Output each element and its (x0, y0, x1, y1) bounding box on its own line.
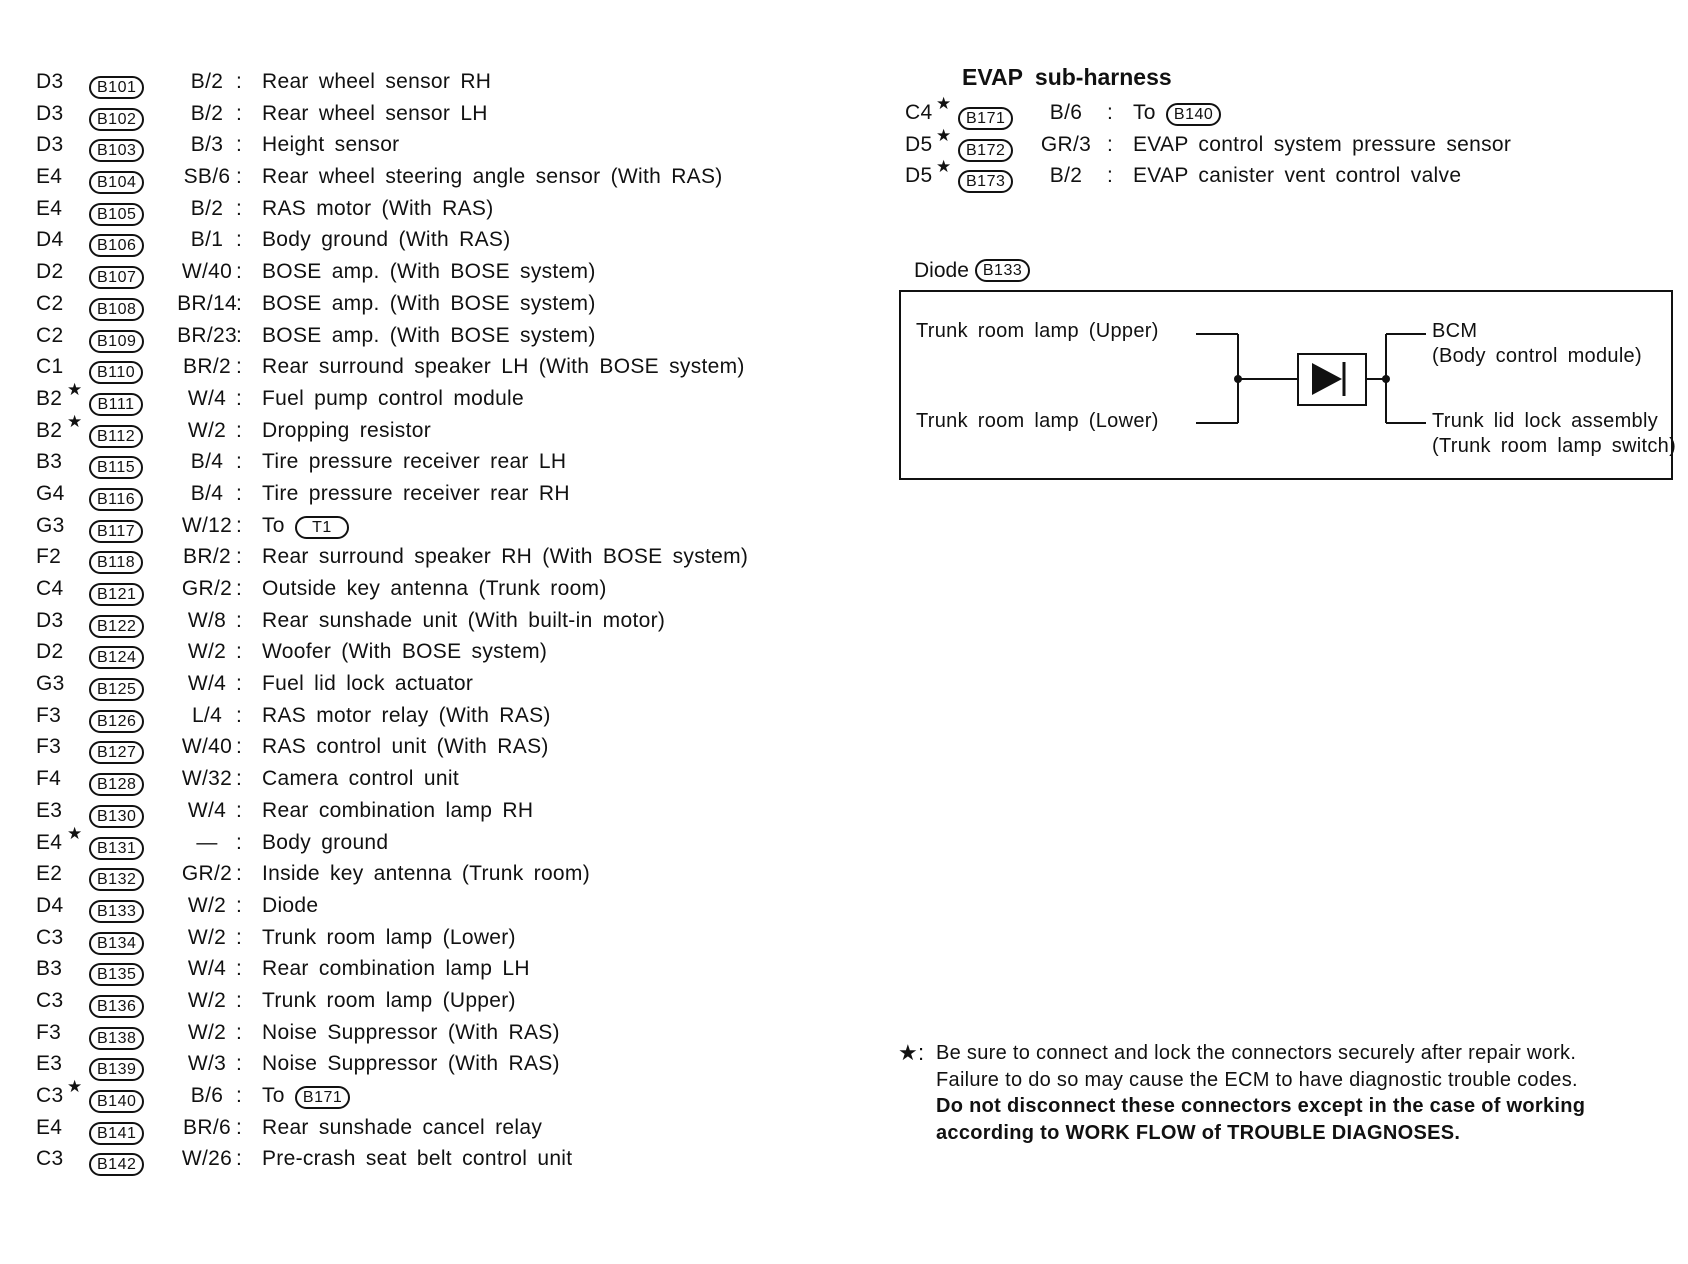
separator-colon: : (236, 196, 243, 220)
grid-reference: E4 (36, 165, 63, 189)
separator-colon: : (236, 1020, 243, 1044)
connector-description (262, 890, 318, 922)
connector-description (262, 636, 547, 668)
connector-description (262, 256, 596, 288)
connector-description (1133, 129, 1511, 161)
diode-circuit-diagram (899, 290, 1677, 480)
connector-badge: B118 (89, 551, 143, 574)
connector-description (262, 922, 516, 954)
terminal-info: W/2 (187, 418, 227, 442)
separator-colon: : (236, 260, 243, 284)
description-text: Rear wheel sensor RH (262, 70, 492, 93)
grid-reference: B3 (36, 450, 63, 474)
star-icon: ★ (67, 1077, 83, 1096)
description-text: Trunk room lamp (Upper) (262, 988, 516, 1012)
connector-description (262, 320, 596, 352)
connector-description (262, 161, 723, 193)
terminal-info: BR/2 (183, 545, 231, 569)
connector-description (262, 605, 665, 637)
separator-colon: : (1107, 132, 1114, 156)
connector-description (262, 985, 516, 1017)
output-junction-dot (1382, 375, 1390, 383)
connector-row (36, 1048, 796, 1080)
connector-list (36, 66, 796, 1175)
terminal-info: B/6 (190, 1084, 224, 1107)
connector-description (262, 510, 349, 542)
terminal-info: B/2 (1049, 164, 1083, 188)
terminal-info: B/2 (190, 70, 224, 93)
grid-reference: B3 (36, 957, 63, 981)
connector-row (36, 256, 796, 288)
grid-reference: C1 (36, 355, 64, 379)
bcm-sub-label: (Body control module) (1432, 345, 1642, 367)
grid-reference: C4 (905, 101, 933, 124)
description-text: Pre-crash seat belt control unit (262, 1147, 573, 1171)
terminal-info: W/2 (187, 925, 227, 949)
separator-colon: : (236, 481, 243, 505)
grid-reference: B2 (36, 386, 63, 410)
separator-colon: : (236, 798, 243, 822)
grid-reference: D5 (905, 164, 933, 188)
connector-badge: B138 (89, 1027, 144, 1050)
terminal-info: W/4 (187, 957, 227, 981)
description-text: RAS motor relay (With RAS) (262, 703, 551, 727)
separator-colon: : (236, 513, 243, 537)
connector-row (36, 379, 796, 415)
connector-row (36, 731, 796, 763)
connector-row (36, 700, 796, 732)
connector-description (262, 415, 431, 447)
description-text: Trunk room lamp (Lower) (262, 925, 516, 949)
grid-reference: F4 (36, 767, 62, 791)
connector-description (262, 478, 570, 510)
connector-badge: B124 (89, 646, 144, 669)
connector-badge: B101 (89, 76, 144, 99)
separator-colon: : (236, 988, 243, 1012)
connector-description (262, 953, 530, 985)
grid-reference: C4 (36, 577, 64, 600)
separator-colon: : (236, 735, 243, 759)
note-line-4: according to WORK FLOW of TROUBLE DIAGNOSES. (936, 1121, 1461, 1144)
terminal-info: BR/23 (177, 323, 237, 347)
separator-colon: : (1107, 101, 1114, 124)
description-text: Dropping resistor (262, 418, 431, 442)
grid-reference: G3 (36, 672, 65, 696)
connector-badge: B128 (89, 773, 144, 796)
separator-colon: : (236, 323, 243, 347)
separator-colon: : (236, 386, 243, 410)
connector-description (1133, 97, 1221, 129)
connector-row (36, 605, 796, 637)
connector-badge: B111 (89, 393, 143, 416)
grid-reference: G3 (36, 513, 65, 537)
connector-row (36, 985, 796, 1017)
terminal-info: W/26 (181, 1147, 233, 1171)
trunk-lid-sub-label: (Trunk room lamp switch) (1432, 435, 1677, 457)
terminal-info: B/1 (190, 228, 224, 252)
connector-badge: B105 (89, 203, 144, 226)
grid-reference: E4 (36, 830, 63, 854)
connector-description (1133, 160, 1461, 192)
description-text: Rear wheel steering angle sensor (With RAS) (262, 165, 723, 189)
connector-badge: B107 (89, 266, 144, 289)
separator-colon: : (236, 608, 243, 632)
connector-badge: B110 (89, 361, 143, 384)
diode-heading (914, 259, 1030, 284)
connector-badge: B172 (958, 139, 1013, 162)
connector-description (262, 827, 388, 859)
connector-row (36, 763, 796, 795)
connector-row (36, 98, 796, 130)
description-text: Fuel pump control module (262, 386, 524, 410)
grid-reference: D3 (36, 608, 64, 632)
connector-badge: B140 (89, 1090, 144, 1113)
connector-row (36, 1077, 796, 1112)
connector-badge: B135 (89, 963, 144, 986)
connector-description (262, 224, 511, 256)
grid-reference: C3 (36, 1084, 64, 1107)
separator-colon: : (236, 640, 243, 664)
connector-row (905, 157, 1665, 192)
connector-row (36, 320, 796, 352)
connector-description (262, 1143, 572, 1175)
terminal-info: B/6 (1049, 101, 1083, 124)
terminal-info: GR/2 (181, 577, 233, 600)
terminal-info: SB/6 (183, 165, 231, 189)
diode-connector-badge: B133 (975, 259, 1030, 282)
separator-colon: : (236, 925, 243, 949)
grid-reference: E3 (36, 798, 63, 822)
terminal-info: W/4 (187, 672, 227, 696)
description-text: Body ground (262, 830, 389, 854)
connector-description (262, 193, 494, 225)
grid-reference: C2 (36, 291, 64, 315)
grid-reference: D3 (36, 101, 64, 125)
connector-row (36, 858, 796, 890)
connector-description (262, 858, 590, 890)
description-text: RAS motor (With RAS) (262, 196, 494, 220)
connector-badge: B134 (89, 932, 144, 955)
connector-badge: B132 (89, 868, 144, 891)
terminal-info: B/3 (190, 133, 224, 157)
grid-reference: C3 (36, 988, 64, 1012)
separator-colon: : (236, 545, 243, 569)
connector-description (262, 541, 748, 573)
terminal-info: B/4 (190, 450, 224, 474)
description-text: Rear sunshade unit (With built-in motor) (262, 608, 666, 632)
grid-reference: G4 (36, 481, 65, 505)
grid-reference: E4 (36, 196, 63, 220)
description-text: Rear wheel sensor LH (262, 101, 488, 125)
separator-colon: : (236, 1052, 243, 1076)
grid-reference: D5 (905, 132, 933, 156)
separator-colon: : (236, 893, 243, 917)
separator-colon: : (236, 70, 243, 93)
connector-description (262, 731, 549, 763)
description-text: Fuel lid lock actuator (262, 672, 474, 696)
connector-description (262, 383, 524, 415)
connector-row (36, 636, 796, 668)
description-text: Rear surround speaker LH (With BOSE system) (262, 355, 745, 379)
terminal-info: BR/2 (183, 355, 231, 379)
connector-description (262, 446, 566, 478)
description-text: RAS control unit (With RAS) (262, 735, 549, 759)
description-text: Inside key antenna (Trunk room) (262, 862, 590, 886)
note-line-3: Do not disconnect these connectors except in the case of working (936, 1095, 1586, 1117)
connector-description (262, 129, 399, 161)
grid-reference: F3 (36, 703, 62, 727)
terminal-info: GR/2 (181, 862, 233, 886)
separator-colon: : (236, 101, 243, 125)
connector-row (36, 351, 796, 383)
connector-badge: B173 (958, 170, 1013, 193)
description-text: To (262, 513, 285, 537)
connector-badge: B133 (89, 900, 144, 923)
description-text: Body ground (With RAS) (262, 228, 511, 252)
separator-colon: : (236, 228, 243, 252)
separator-colon: : (236, 418, 243, 442)
separator-colon: : (236, 703, 243, 727)
connector-badge: B109 (89, 330, 144, 353)
connector-row (36, 823, 796, 859)
star-icon: ★ (936, 157, 952, 177)
connector-description (262, 700, 551, 732)
grid-reference: C3 (36, 925, 64, 949)
connector-row (36, 161, 796, 193)
description-text: Rear surround speaker RH (With BOSE system) (262, 545, 749, 569)
connector-row (36, 288, 796, 320)
connector-row (36, 224, 796, 256)
terminal-info: B/2 (190, 196, 224, 220)
connector-badge: B103 (89, 139, 144, 162)
terminal-info: L/4 (191, 703, 223, 727)
connector-badge: B116 (89, 488, 143, 511)
separator-colon: : (236, 133, 243, 157)
connector-row (36, 541, 796, 573)
lower-input-label: Trunk room lamp (Lower) (916, 410, 1159, 432)
star-icon: ★ (67, 823, 83, 843)
connector-badge: B126 (89, 710, 144, 733)
grid-reference: C3 (36, 1147, 64, 1171)
grid-reference: F3 (36, 735, 62, 759)
grid-reference: E4 (36, 1115, 63, 1139)
terminal-info: BR/14 (177, 291, 237, 315)
evap-connector-list (905, 94, 1665, 192)
connector-badge: B115 (89, 456, 143, 479)
separator-colon: : (236, 355, 243, 379)
grid-reference: C2 (36, 323, 64, 347)
connector-badge: B171 (958, 107, 1013, 130)
description-text: Outside key antenna (Trunk room) (262, 577, 607, 600)
star-icon: ★ (67, 379, 83, 399)
description-text: Tire pressure receiver rear LH (262, 450, 567, 474)
connector-row (905, 125, 1665, 161)
note-line-1: Be sure to connect and lock the connectors securely after repair work. (936, 1042, 1577, 1064)
connector-row (36, 510, 796, 542)
connector-badge: B131 (89, 837, 144, 860)
star-icon: ★ (936, 94, 952, 113)
connector-row (36, 795, 796, 827)
terminal-info: W/40 (181, 260, 233, 284)
star-icon: ★ (936, 125, 952, 145)
grid-reference: B2 (36, 418, 63, 442)
connector-description (262, 351, 745, 383)
connector-badge: B141 (89, 1122, 144, 1145)
connector-description (262, 763, 459, 795)
input-junction-dot (1234, 375, 1242, 383)
trunk-lid-label: Trunk lid lock assembly (1432, 410, 1658, 432)
connector-row (36, 668, 796, 700)
description-text: Camera control unit (262, 767, 459, 791)
connector-row (36, 922, 796, 954)
connector-row (36, 478, 796, 510)
terminal-info: BR/6 (183, 1115, 231, 1139)
target-connector-badge: B140 (1166, 103, 1221, 126)
description-text: To (262, 1084, 285, 1107)
note-star-icon: ★: (898, 1040, 925, 1065)
description-text: EVAP canister vent control valve (1133, 164, 1462, 188)
connector-badge: B125 (89, 678, 144, 701)
separator-colon: : (1107, 164, 1114, 188)
connector-row (36, 953, 796, 985)
connector-badge: B136 (89, 995, 144, 1018)
terminal-info: W/12 (181, 513, 233, 537)
separator-colon: : (236, 1084, 243, 1107)
terminal-info: B/4 (190, 481, 224, 505)
connector-row (36, 573, 796, 605)
diode-heading-text: Diode (914, 259, 969, 282)
connector-description (262, 98, 488, 130)
connector-description (262, 668, 473, 700)
separator-colon: : (236, 291, 243, 315)
description-text: Noise Suppressor (With RAS) (262, 1020, 560, 1044)
description-text: Height sensor (262, 133, 400, 157)
description-text: Tire pressure receiver rear RH (262, 481, 570, 505)
description-text: Diode (262, 893, 319, 917)
grid-reference: F2 (36, 545, 62, 569)
connector-badge: B130 (89, 805, 144, 828)
terminal-info: W/4 (187, 798, 227, 822)
terminal-info: W/2 (187, 988, 227, 1012)
description-text: BOSE amp. (With BOSE system) (262, 291, 596, 315)
grid-reference: D2 (36, 260, 64, 284)
description-text: EVAP control system pressure sensor (1133, 132, 1512, 156)
separator-colon: : (236, 862, 243, 886)
description-text: BOSE amp. (With BOSE system) (262, 260, 596, 284)
separator-colon: : (236, 1115, 243, 1139)
upper-input-label: Trunk room lamp (Upper) (916, 320, 1159, 342)
grid-reference: D4 (36, 228, 64, 252)
separator-colon: : (236, 1147, 243, 1171)
connector-badge: B127 (89, 741, 144, 764)
evap-sub-harness-title: EVAP sub-harness (962, 64, 1172, 90)
note-line-2: Failure to do so may cause the ECM to have diagnostic trouble codes. (936, 1068, 1578, 1091)
terminal-info: W/40 (181, 735, 233, 759)
grid-reference: D3 (36, 133, 64, 157)
connector-badge: B108 (89, 298, 144, 321)
diode-symbol-icon (1312, 362, 1344, 396)
connector-row (905, 94, 1665, 129)
connector-row (36, 193, 796, 225)
grid-reference: D4 (36, 893, 64, 917)
grid-reference: E3 (36, 1052, 63, 1076)
connector-badge: B117 (89, 520, 143, 543)
description-text: BOSE amp. (With BOSE system) (262, 323, 596, 347)
connector-description (262, 288, 596, 320)
connector-description (262, 1017, 560, 1049)
terminal-info: W/8 (187, 608, 227, 632)
connector-description (262, 1080, 350, 1112)
terminal-info: W/3 (187, 1052, 227, 1076)
description-text: Rear combination lamp LH (262, 957, 530, 981)
connector-row (36, 411, 796, 447)
connector-row (36, 66, 796, 98)
terminal-info: W/4 (187, 386, 227, 410)
terminal-info: W/32 (181, 767, 233, 791)
separator-colon: : (236, 830, 243, 854)
connector-badge: B122 (89, 615, 144, 638)
bcm-label: BCM (1432, 320, 1478, 342)
connector-badge: B121 (89, 583, 144, 606)
description-text: Noise Suppressor (With RAS) (262, 1052, 560, 1076)
terminal-info: W/2 (187, 640, 227, 664)
connector-row (36, 1143, 796, 1175)
description-text: Rear sunshade cancel relay (262, 1115, 543, 1139)
connector-description (262, 66, 491, 98)
connector-row (36, 446, 796, 478)
connector-row (36, 1112, 796, 1144)
connector-badge: B142 (89, 1153, 144, 1176)
separator-colon: : (236, 165, 243, 189)
connector-badge: B102 (89, 108, 144, 131)
grid-reference: D3 (36, 70, 64, 93)
separator-colon: : (236, 450, 243, 474)
connector-description (262, 1048, 560, 1080)
connector-description (262, 573, 607, 605)
star-icon: ★ (67, 411, 83, 431)
connector-row (36, 129, 796, 161)
terminal-info: — (196, 830, 218, 854)
target-connector-badge: B171 (295, 1086, 350, 1109)
grid-reference: E2 (36, 862, 63, 886)
separator-colon: : (236, 577, 243, 600)
connector-row (36, 1017, 796, 1049)
connector-description (262, 1112, 542, 1144)
connector-row (36, 890, 796, 922)
connector-description (262, 795, 533, 827)
connector-badge: B106 (89, 234, 144, 257)
connector-badge: B112 (89, 425, 143, 448)
separator-colon: : (236, 957, 243, 981)
separator-colon: : (236, 767, 243, 791)
terminal-info: W/2 (187, 1020, 227, 1044)
description-text: Woofer (With BOSE system) (262, 640, 548, 664)
separator-colon: : (236, 672, 243, 696)
description-text: Rear combination lamp RH (262, 798, 534, 822)
connector-badge: B104 (89, 171, 144, 194)
terminal-info: W/2 (187, 893, 227, 917)
terminal-info: GR/3 (1040, 132, 1092, 156)
grid-reference: D2 (36, 640, 64, 664)
target-connector-badge: T1 (295, 516, 349, 539)
terminal-info: B/2 (190, 101, 224, 125)
grid-reference: F3 (36, 1020, 62, 1044)
connector-badge: B139 (89, 1058, 144, 1081)
description-text: To (1133, 101, 1156, 124)
